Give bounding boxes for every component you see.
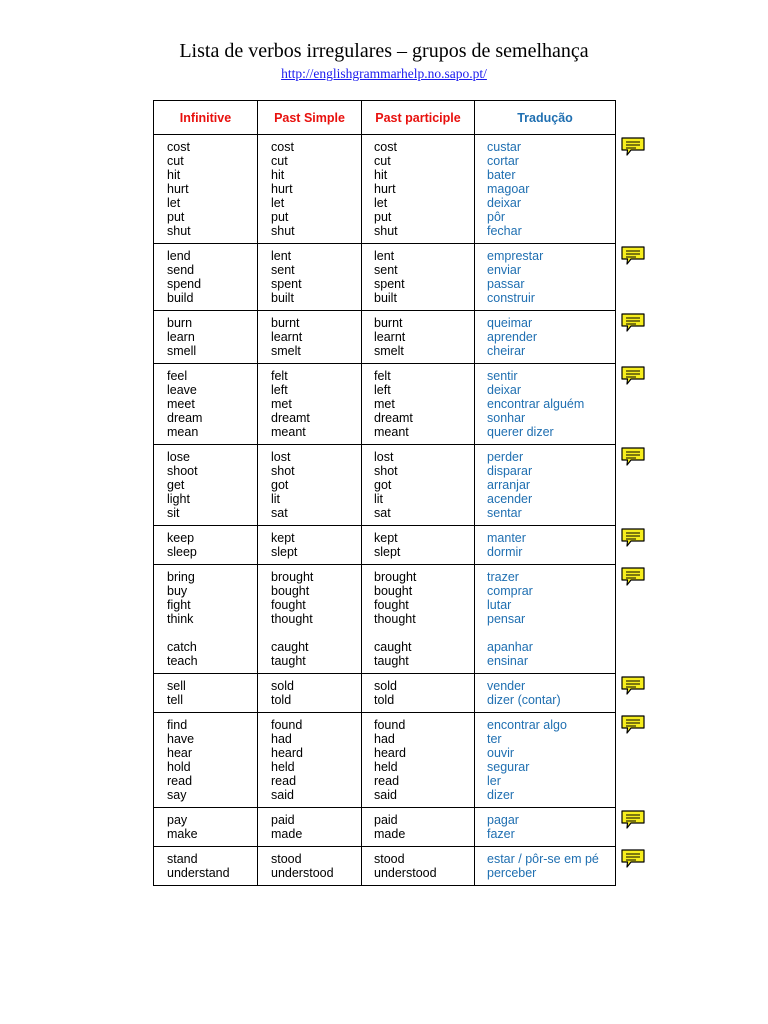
past-participle-word: shut <box>374 224 398 238</box>
past-participle-word: sold <box>374 679 397 693</box>
traducao-word: dizer (contar) <box>487 693 561 707</box>
traducao-word: trazer <box>487 570 519 584</box>
infinitive-word: bring <box>167 570 195 584</box>
infinitive-cell <box>154 244 258 311</box>
traducao-word: aprender <box>487 330 538 344</box>
infinitive-word: dream <box>167 411 203 425</box>
past-participle-word: felt <box>374 369 391 383</box>
past-participle-word: said <box>374 788 397 802</box>
infinitive-word: fight <box>167 598 191 612</box>
traducao-word: pensar <box>487 612 526 626</box>
infinitive-word: cut <box>167 154 184 168</box>
traducao-word: sentir <box>487 369 518 383</box>
past-participle-word: got <box>374 478 392 492</box>
past-participle-word: understood <box>374 866 437 880</box>
verb-group-row <box>154 808 616 847</box>
infinitive-word: mean <box>167 425 199 439</box>
infinitive-word: pay <box>167 813 188 827</box>
past-participle-word: fought <box>374 598 409 612</box>
infinitive-word: lose <box>167 450 190 464</box>
past-simple-word: learnt <box>271 330 303 344</box>
past-simple-cell <box>258 713 362 808</box>
past-simple-word: had <box>271 732 292 746</box>
speech-bubble-comment-icon[interactable] <box>620 136 646 155</box>
infinitive-word: think <box>167 612 194 626</box>
traducao-word: sentar <box>487 506 522 520</box>
infinitive-word: understand <box>167 866 230 880</box>
infinitive-word: sit <box>167 506 180 520</box>
past-simple-cell <box>258 674 362 713</box>
traducao-word: cortar <box>487 154 519 168</box>
past-simple-cell <box>258 565 362 674</box>
verb-group-row <box>154 135 616 244</box>
past-participle-word: lost <box>374 450 394 464</box>
past-participle-word: brought <box>374 570 417 584</box>
past-simple-word: found <box>271 718 303 732</box>
past-simple-word: sent <box>271 263 295 277</box>
table-header-row <box>154 101 616 135</box>
past-participle-word: dreamt <box>374 411 413 425</box>
past-participle-word: sat <box>374 506 391 520</box>
past-participle-word: taught <box>374 654 409 668</box>
infinitive-word: teach <box>167 654 198 668</box>
past-participle-cell <box>362 674 475 713</box>
infinitive-word: hold <box>167 760 191 774</box>
verb-group-row <box>154 565 616 674</box>
past-simple-word: kept <box>271 531 295 545</box>
infinitive-word: tell <box>167 693 183 707</box>
infinitive-word: cost <box>167 140 190 154</box>
past-simple-word: understood <box>271 866 334 880</box>
past-participle-word: paid <box>374 813 398 827</box>
verb-group-row <box>154 364 616 445</box>
traducao-cell <box>475 674 616 713</box>
traducao-word: deixar <box>487 383 522 397</box>
past-simple-word: stood <box>271 852 302 866</box>
past-participle-cell <box>362 808 475 847</box>
traducao-cell <box>475 445 616 526</box>
traducao-word: ler <box>487 774 501 788</box>
infinitive-word: get <box>167 478 185 492</box>
infinitive-cell <box>154 808 258 847</box>
past-simple-cell <box>258 364 362 445</box>
traducao-word: queimar <box>487 316 533 330</box>
past-participle-word: told <box>374 693 395 707</box>
infinitive-cell <box>154 565 258 674</box>
past-simple-word: bought <box>271 584 310 598</box>
past-simple-word: lent <box>271 249 292 263</box>
past-simple-word: cost <box>271 140 294 154</box>
traducao-word: encontrar algo <box>487 718 567 732</box>
past-simple-word: made <box>271 827 303 841</box>
infinitive-word: burn <box>167 316 193 330</box>
past-participle-word: sent <box>374 263 398 277</box>
traducao-word: passar <box>487 277 525 291</box>
traducao-word: dizer <box>487 788 515 802</box>
infinitive-cell <box>154 847 258 886</box>
header-past-simple: Past Simple <box>258 101 362 135</box>
infinitive-word: meet <box>167 397 195 411</box>
infinitive-word: put <box>167 210 185 224</box>
past-simple-word: shut <box>271 224 295 238</box>
past-simple-cell <box>258 526 362 565</box>
past-simple-word: let <box>271 196 285 210</box>
verb-group-row <box>154 847 616 886</box>
traducao-word: fechar <box>487 224 522 238</box>
past-participle-word: kept <box>374 531 398 545</box>
infinitive-cell <box>154 526 258 565</box>
infinitive-word: keep <box>167 531 195 545</box>
traducao-word: cheirar <box>487 344 526 358</box>
verb-group-row <box>154 713 616 808</box>
past-simple-word: shot <box>271 464 295 478</box>
traducao-word: bater <box>487 168 516 182</box>
traducao-word: deixar <box>487 196 522 210</box>
past-simple-word: slept <box>271 545 298 559</box>
past-simple-cell <box>258 244 362 311</box>
past-participle-word: learnt <box>374 330 406 344</box>
past-simple-cell <box>258 808 362 847</box>
infinitive-word: let <box>167 196 181 210</box>
traducao-cell <box>475 526 616 565</box>
past-simple-word: paid <box>271 813 295 827</box>
infinitive-word: catch <box>167 640 197 654</box>
past-participle-word: cost <box>374 140 397 154</box>
infinitive-word: build <box>167 291 194 305</box>
infinitive-cell <box>154 674 258 713</box>
infinitive-word: sleep <box>167 545 197 559</box>
traducao-word: lutar <box>487 598 512 612</box>
past-simple-cell <box>258 135 362 244</box>
infinitive-word: stand <box>167 852 198 866</box>
past-simple-word: met <box>271 397 292 411</box>
past-simple-word: sat <box>271 506 288 520</box>
past-participle-word: thought <box>374 612 416 626</box>
infinitive-word: spend <box>167 277 202 291</box>
traducao-word: custar <box>487 140 522 154</box>
past-simple-word: lit <box>271 492 281 506</box>
traducao-word: encontrar alguém <box>487 397 585 411</box>
past-participle-cell <box>362 565 475 674</box>
traducao-word: apanhar <box>487 640 533 654</box>
traducao-word: perder <box>487 450 524 464</box>
speech-bubble-comment-icon[interactable] <box>620 714 646 733</box>
infinitive-cell <box>154 135 258 244</box>
verb-group-row <box>154 445 616 526</box>
speech-bubble-comment-icon[interactable] <box>620 848 646 867</box>
past-simple-word: hit <box>271 168 285 182</box>
past-simple-cell <box>258 847 362 886</box>
past-participle-word: meant <box>374 425 409 439</box>
traducao-word: ensinar <box>487 654 528 668</box>
past-participle-word: read <box>374 774 400 788</box>
past-simple-word: felt <box>271 369 288 383</box>
past-simple-word: dreamt <box>271 411 310 425</box>
past-participle-word: stood <box>374 852 405 866</box>
infinitive-word: say <box>167 788 187 802</box>
past-participle-word: met <box>374 397 395 411</box>
past-simple-word: caught <box>271 640 309 654</box>
traducao-word: ter <box>487 732 502 746</box>
past-simple-word: left <box>271 383 288 397</box>
traducao-word: emprestar <box>487 249 544 263</box>
past-participle-word: heard <box>374 746 406 760</box>
past-simple-word: burnt <box>271 316 300 330</box>
past-simple-word: fought <box>271 598 306 612</box>
header-past-participle: Past participle <box>362 101 475 135</box>
past-participle-word: let <box>374 196 388 210</box>
past-simple-word: meant <box>271 425 306 439</box>
traducao-cell <box>475 565 616 674</box>
traducao-cell <box>475 135 616 244</box>
traducao-word: vender <box>487 679 526 693</box>
past-simple-word: sold <box>271 679 294 693</box>
traducao-cell <box>475 808 616 847</box>
past-participle-word: left <box>374 383 391 397</box>
traducao-word: comprar <box>487 584 533 598</box>
traducao-word: sonhar <box>487 411 526 425</box>
traducao-cell <box>475 364 616 445</box>
infinitive-word: read <box>167 774 193 788</box>
traducao-cell <box>475 847 616 886</box>
infinitive-word: buy <box>167 584 188 598</box>
speech-bubble-comment-icon[interactable] <box>620 527 646 546</box>
infinitive-word: find <box>167 718 188 732</box>
source-link[interactable]: http://englishgrammarhelp.no.sapo.pt/ <box>281 66 487 81</box>
infinitive-cell <box>154 713 258 808</box>
traducao-word: pagar <box>487 813 519 827</box>
infinitive-word: shoot <box>167 464 198 478</box>
infinitive-word: make <box>167 827 198 841</box>
past-participle-cell <box>362 445 475 526</box>
past-simple-word: read <box>271 774 297 788</box>
traducao-word: magoar <box>487 182 530 196</box>
past-simple-word: got <box>271 478 289 492</box>
infinitive-cell <box>154 445 258 526</box>
infinitive-word: hit <box>167 168 181 182</box>
infinitive-cell <box>154 364 258 445</box>
traducao-word: segurar <box>487 760 530 774</box>
traducao-cell <box>475 713 616 808</box>
traducao-word: estar / pôr-se em pé <box>487 852 599 866</box>
past-simple-word: built <box>271 291 294 305</box>
past-participle-word: lit <box>374 492 384 506</box>
past-simple-word: spent <box>271 277 302 291</box>
traducao-cell <box>475 244 616 311</box>
past-simple-cell <box>258 445 362 526</box>
speech-bubble-comment-icon[interactable] <box>620 566 646 585</box>
header-infinitive: Infinitive <box>154 101 258 135</box>
infinitive-word: shut <box>167 224 191 238</box>
infinitive-word: hurt <box>167 182 189 196</box>
past-participle-word: burnt <box>374 316 403 330</box>
traducao-word: construir <box>487 291 535 305</box>
header-traducao: Tradução <box>475 101 616 135</box>
infinitive-word: hear <box>167 746 193 760</box>
infinitive-word: have <box>167 732 195 746</box>
past-participle-cell <box>362 311 475 364</box>
past-simple-word: held <box>271 760 295 774</box>
traducao-word: perceber <box>487 866 537 880</box>
past-participle-word: slept <box>374 545 401 559</box>
past-simple-word: brought <box>271 570 314 584</box>
past-simple-word: thought <box>271 612 313 626</box>
past-simple-word: told <box>271 693 292 707</box>
past-participle-cell <box>362 526 475 565</box>
past-participle-cell <box>362 847 475 886</box>
traducao-word: dormir <box>487 545 523 559</box>
infinitive-word <box>167 626 257 640</box>
verb-group-row <box>154 311 616 364</box>
traducao-word: enviar <box>487 263 522 277</box>
past-participle-word: hurt <box>374 182 396 196</box>
infinitive-word: send <box>167 263 195 277</box>
speech-bubble-comment-icon[interactable] <box>620 365 646 384</box>
page-title: Lista de verbos irregulares – grupos de semelhança <box>179 40 589 62</box>
past-participle-word: built <box>374 291 397 305</box>
past-participle-word: lent <box>374 249 395 263</box>
infinitive-word: smell <box>167 344 197 358</box>
traducao-cell <box>475 311 616 364</box>
infinitive-word: feel <box>167 369 188 383</box>
past-participle-word <box>374 626 474 640</box>
verb-group-row <box>154 526 616 565</box>
past-simple-word: cut <box>271 154 288 168</box>
past-participle-word: shot <box>374 464 398 478</box>
speech-bubble-comment-icon[interactable] <box>620 446 646 465</box>
traducao-word <box>487 626 615 640</box>
traducao-word: fazer <box>487 827 515 841</box>
past-simple-word: taught <box>271 654 306 668</box>
past-simple-word: said <box>271 788 294 802</box>
traducao-word: acender <box>487 492 533 506</box>
verb-groups <box>154 135 616 886</box>
past-simple-word: heard <box>271 746 303 760</box>
traducao-word: disparar <box>487 464 533 478</box>
past-simple-word: smelt <box>271 344 301 358</box>
traducao-word: manter <box>487 531 526 545</box>
infinitive-word: sell <box>167 679 186 693</box>
infinitive-word: leave <box>167 383 197 397</box>
past-participle-word: made <box>374 827 406 841</box>
past-participle-word: held <box>374 760 398 774</box>
infinitive-cell <box>154 311 258 364</box>
traducao-word: ouvir <box>487 746 515 760</box>
past-participle-cell <box>362 364 475 445</box>
past-participle-word: had <box>374 732 395 746</box>
irregular-verbs-table <box>153 100 616 886</box>
past-participle-word: caught <box>374 640 412 654</box>
infinitive-word: lend <box>167 249 191 263</box>
speech-bubble-comment-icon[interactable] <box>620 675 646 694</box>
past-participle-word: put <box>374 210 392 224</box>
past-participle-word: smelt <box>374 344 404 358</box>
infinitive-word: light <box>167 492 190 506</box>
past-participle-word: cut <box>374 154 391 168</box>
past-participle-cell <box>362 244 475 311</box>
past-participle-word: bought <box>374 584 413 598</box>
past-participle-cell <box>362 135 475 244</box>
verb-group-row <box>154 244 616 311</box>
past-participle-word: hit <box>374 168 388 182</box>
past-participle-word: found <box>374 718 406 732</box>
speech-bubble-comment-icon[interactable] <box>620 809 646 828</box>
speech-bubble-comment-icon[interactable] <box>620 312 646 331</box>
past-participle-word: spent <box>374 277 405 291</box>
past-simple-cell <box>258 311 362 364</box>
speech-bubble-comment-icon[interactable] <box>620 245 646 264</box>
past-simple-word: put <box>271 210 289 224</box>
traducao-word: querer dizer <box>487 425 554 439</box>
infinitive-word: learn <box>167 330 195 344</box>
past-participle-cell <box>362 713 475 808</box>
past-simple-word <box>271 626 361 640</box>
traducao-word: pôr <box>487 210 506 224</box>
verb-group-row <box>154 674 616 713</box>
past-simple-word: hurt <box>271 182 293 196</box>
traducao-word: arranjar <box>487 478 531 492</box>
past-simple-word: lost <box>271 450 291 464</box>
